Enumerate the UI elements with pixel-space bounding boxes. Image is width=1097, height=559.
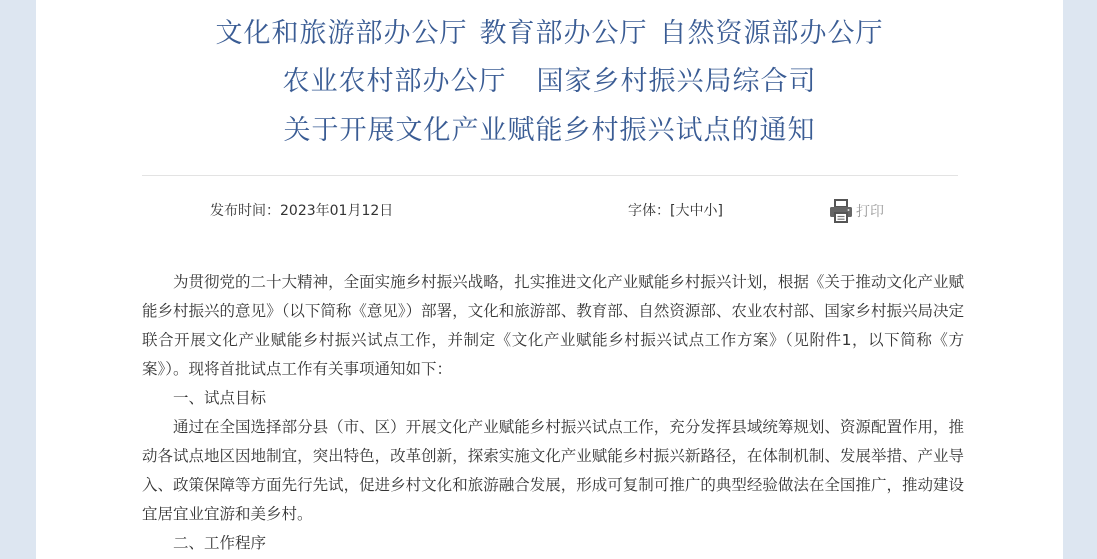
body-paragraph-objectives: 通过在全国选择部分县（市、区）开展文化产业赋能乡村振兴试点工作，充分发挥县域统筹规划、资源配置作用，推动各试点地区因地制宜，突出特色，改革创新，探索实施文化产业赋能乡村振兴新路径，在体制机制、发展举措、产业导入、政策保障等方面先行先试，促进乡村文化和旅游融合发展，形成可复制可推广的典型经验做法在全国推广，推动建设宜居宜业宜游和美乡村。 (142, 418, 964, 523)
printer-icon (828, 198, 854, 224)
title-line-1 (36, 16, 1063, 52)
title-line-2 (36, 64, 1063, 100)
title-issuer-agriculture: 农业农村部办公厅 (282, 66, 507, 97)
publish-date-label: 发布时间： (210, 203, 280, 219)
title-issuer-natural-resources: 自然资源部办公厅 (659, 18, 884, 49)
font-size-bracket-close: ] (717, 203, 723, 219)
print-label: 打印 (856, 204, 884, 220)
title-divider (142, 175, 958, 176)
article-body (142, 268, 964, 558)
title-issuer-education: 教育部办公厅 (479, 18, 648, 49)
print-button[interactable] (828, 197, 884, 225)
section-heading-objectives: 一、试点目标 (173, 389, 267, 407)
section-heading-procedure: 二、工作程序 (173, 534, 267, 552)
font-size-label: 字体： (628, 203, 670, 219)
title-issuer-culture-tourism: 文化和旅游部办公厅 (215, 18, 468, 49)
font-size-large-link[interactable]: 大 (675, 203, 690, 219)
font-size-small-link[interactable]: 小 (703, 203, 718, 219)
title-issuer-rural-revitalization: 国家乡村振兴局综合司 (536, 66, 817, 97)
publish-date-value: 2023年01月12日 (280, 203, 394, 219)
title-line-3: 关于开展文化产业赋能乡村振兴试点的通知 (283, 115, 816, 146)
body-paragraph-intro: 为贯彻党的二十大精神，全面实施乡村振兴战略，扎实推进文化产业赋能乡村振兴计划，根据《关于推动文化产业赋能乡村振兴的意见》（以下简称《意见》）部署，文化和旅游部、教育部、自然资源部、农业农村部、国家乡村振兴局决定联合开展文化产业赋能乡村振兴试点工作，并制定《文化产业赋能乡村振兴试点工作方案》（见附件1，以下简称《方案》）。现将首批试点工作有关事项通知如下： (142, 273, 964, 378)
font-size-medium-link[interactable]: 中 (689, 203, 704, 219)
publish-date (210, 201, 393, 221)
article-page (36, 0, 1063, 559)
font-size-selector (628, 201, 723, 221)
font-size-bracket-open: [ (670, 203, 676, 219)
